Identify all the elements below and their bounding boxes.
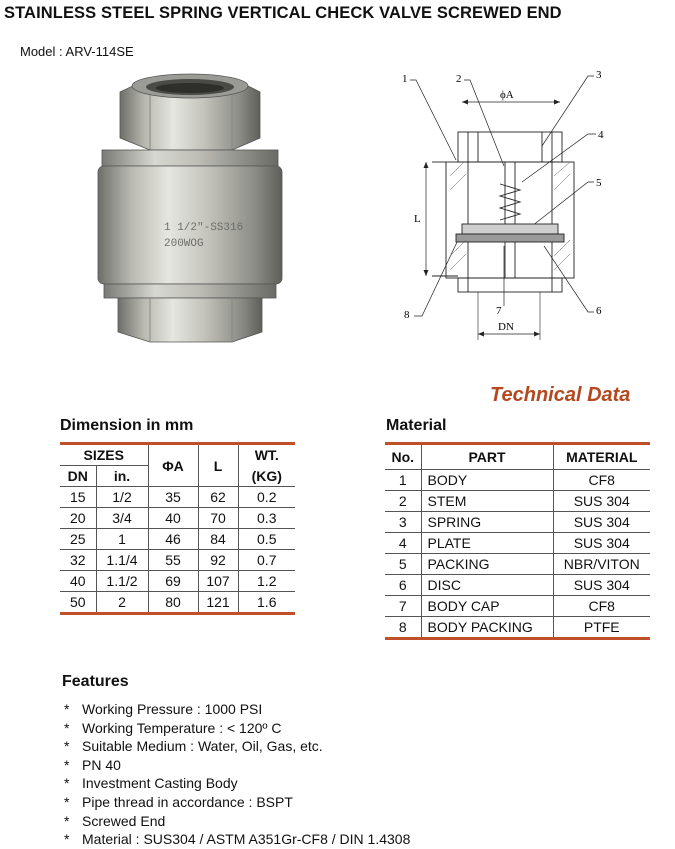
table-cell: 0.3 (238, 508, 295, 529)
dim-DN: DN (498, 321, 514, 333)
table-cell: 6 (385, 575, 421, 596)
features-heading: Features (62, 673, 129, 690)
dim-phiA: ϕA (500, 89, 514, 101)
table-cell: 15 (60, 487, 96, 508)
table-cell: 80 (148, 592, 198, 614)
feature-item: * Material : SUS304 / ASTM A351Gr-CF8 / DIN 1.4308 (62, 830, 410, 849)
table-cell: 8 (385, 617, 421, 639)
header-l: L (198, 444, 238, 487)
table-cell: 35 (148, 487, 198, 508)
table-cell: CF8 (553, 470, 650, 491)
model-number: Model : ARV-114SE (20, 44, 134, 59)
table-cell: SUS 304 (553, 533, 650, 554)
table-cell: STEM (421, 491, 553, 512)
table-cell: 2 (96, 592, 148, 614)
material-heading: Material (386, 417, 447, 434)
page-title: STAINLESS STEEL SPRING VERTICAL CHECK VALVE SCREWED END (4, 4, 562, 22)
feature-item: * Suitable Medium : Water, Oil, Gas, etc. (62, 737, 410, 756)
features-list (62, 700, 410, 849)
callout-4: 4 (598, 129, 604, 141)
table-cell: 7 (385, 596, 421, 617)
callout-1: 1 (402, 73, 408, 85)
table-cell: 1/2 (96, 487, 148, 508)
table-cell: 46 (148, 529, 198, 550)
header-sizes: SIZES (60, 444, 148, 466)
table-row (385, 533, 650, 554)
feature-item: * Investment Casting Body (62, 774, 410, 793)
header-dn: DN (60, 466, 96, 487)
dim-L: L (414, 213, 421, 225)
feature-item: * PN 40 (62, 756, 410, 775)
photo-marking-2: 200WOG (164, 238, 204, 250)
feature-item: * Working Temperature : < 120º C (62, 719, 410, 738)
table-cell: 25 (60, 529, 96, 550)
table-cell: CF8 (553, 596, 650, 617)
table-cell: BODY PACKING (421, 617, 553, 639)
material-table (385, 442, 650, 640)
table-cell: 32 (60, 550, 96, 571)
table-cell: 2 (385, 491, 421, 512)
table-cell: 40 (148, 508, 198, 529)
table-row (60, 550, 295, 571)
table-row (385, 491, 650, 512)
callout-6: 6 (596, 305, 602, 317)
table-cell: SPRING (421, 512, 553, 533)
table-cell: NBR/VITON (553, 554, 650, 575)
table-cell: 1 (385, 470, 421, 491)
table-row (385, 617, 650, 639)
table-cell: DISC (421, 575, 553, 596)
header-kg: (KG) (238, 466, 295, 487)
table-cell: 4 (385, 533, 421, 554)
table-cell: 40 (60, 571, 96, 592)
table-cell: 92 (198, 550, 238, 571)
table-cell: SUS 304 (553, 575, 650, 596)
table-cell: 107 (198, 571, 238, 592)
table-cell: 0.7 (238, 550, 295, 571)
table-cell: 5 (385, 554, 421, 575)
table-cell: 1.1/4 (96, 550, 148, 571)
photo-marking-1: 1 1/2"-SS316 (164, 222, 244, 234)
table-cell: 55 (148, 550, 198, 571)
table-row (385, 470, 650, 491)
table-cell: 69 (148, 571, 198, 592)
table-cell: 50 (60, 592, 96, 614)
table-row (60, 508, 295, 529)
table-row (60, 529, 295, 550)
table-row (385, 596, 650, 617)
technical-data-heading: Technical Data (490, 384, 631, 406)
table-cell: PACKING (421, 554, 553, 575)
table-row (60, 571, 295, 592)
table-cell: 62 (198, 487, 238, 508)
table-row (385, 512, 650, 533)
table-row (385, 575, 650, 596)
table-row (60, 487, 295, 508)
dimension-heading: Dimension in mm (60, 417, 194, 434)
table-cell: BODY (421, 470, 553, 491)
table-cell: 1.2 (238, 571, 295, 592)
header-material: MATERIAL (553, 444, 650, 470)
header-in: in. (96, 466, 148, 487)
table-cell: 121 (198, 592, 238, 614)
table-cell: 84 (198, 529, 238, 550)
header-no: No. (385, 444, 421, 470)
feature-item: * Screwed End (62, 812, 410, 831)
callout-2: 2 (456, 73, 462, 85)
callout-8: 8 (404, 309, 410, 321)
callout-5: 5 (596, 177, 602, 189)
feature-item: * Pipe thread in accordance : BSPT (62, 793, 410, 812)
table-row (385, 554, 650, 575)
feature-item: * Working Pressure : 1000 PSI (62, 700, 410, 719)
table-cell: 3 (385, 512, 421, 533)
table-cell: 0.2 (238, 487, 295, 508)
table-cell: 70 (198, 508, 238, 529)
callout-3: 3 (596, 69, 602, 81)
product-photo (92, 70, 288, 345)
table-cell: BODY CAP (421, 596, 553, 617)
callout-7: 7 (496, 305, 502, 317)
header-wt: WT. (254, 447, 279, 464)
table-cell: 0.5 (238, 529, 295, 550)
table-cell: 1 (96, 529, 148, 550)
header-phiA: ΦA (148, 444, 198, 487)
table-cell: SUS 304 (553, 512, 650, 533)
table-cell: 1.1/2 (96, 571, 148, 592)
table-cell: 1.6 (257, 594, 277, 610)
table-cell: PTFE (583, 619, 620, 635)
dimension-table (60, 442, 295, 615)
table-cell: 3/4 (96, 508, 148, 529)
table-cell: 20 (60, 508, 96, 529)
table-row (60, 592, 295, 614)
table-cell: SUS 304 (553, 491, 650, 512)
header-part: PART (421, 444, 553, 470)
cross-section-drawing (392, 66, 620, 348)
table-cell: PLATE (421, 533, 553, 554)
